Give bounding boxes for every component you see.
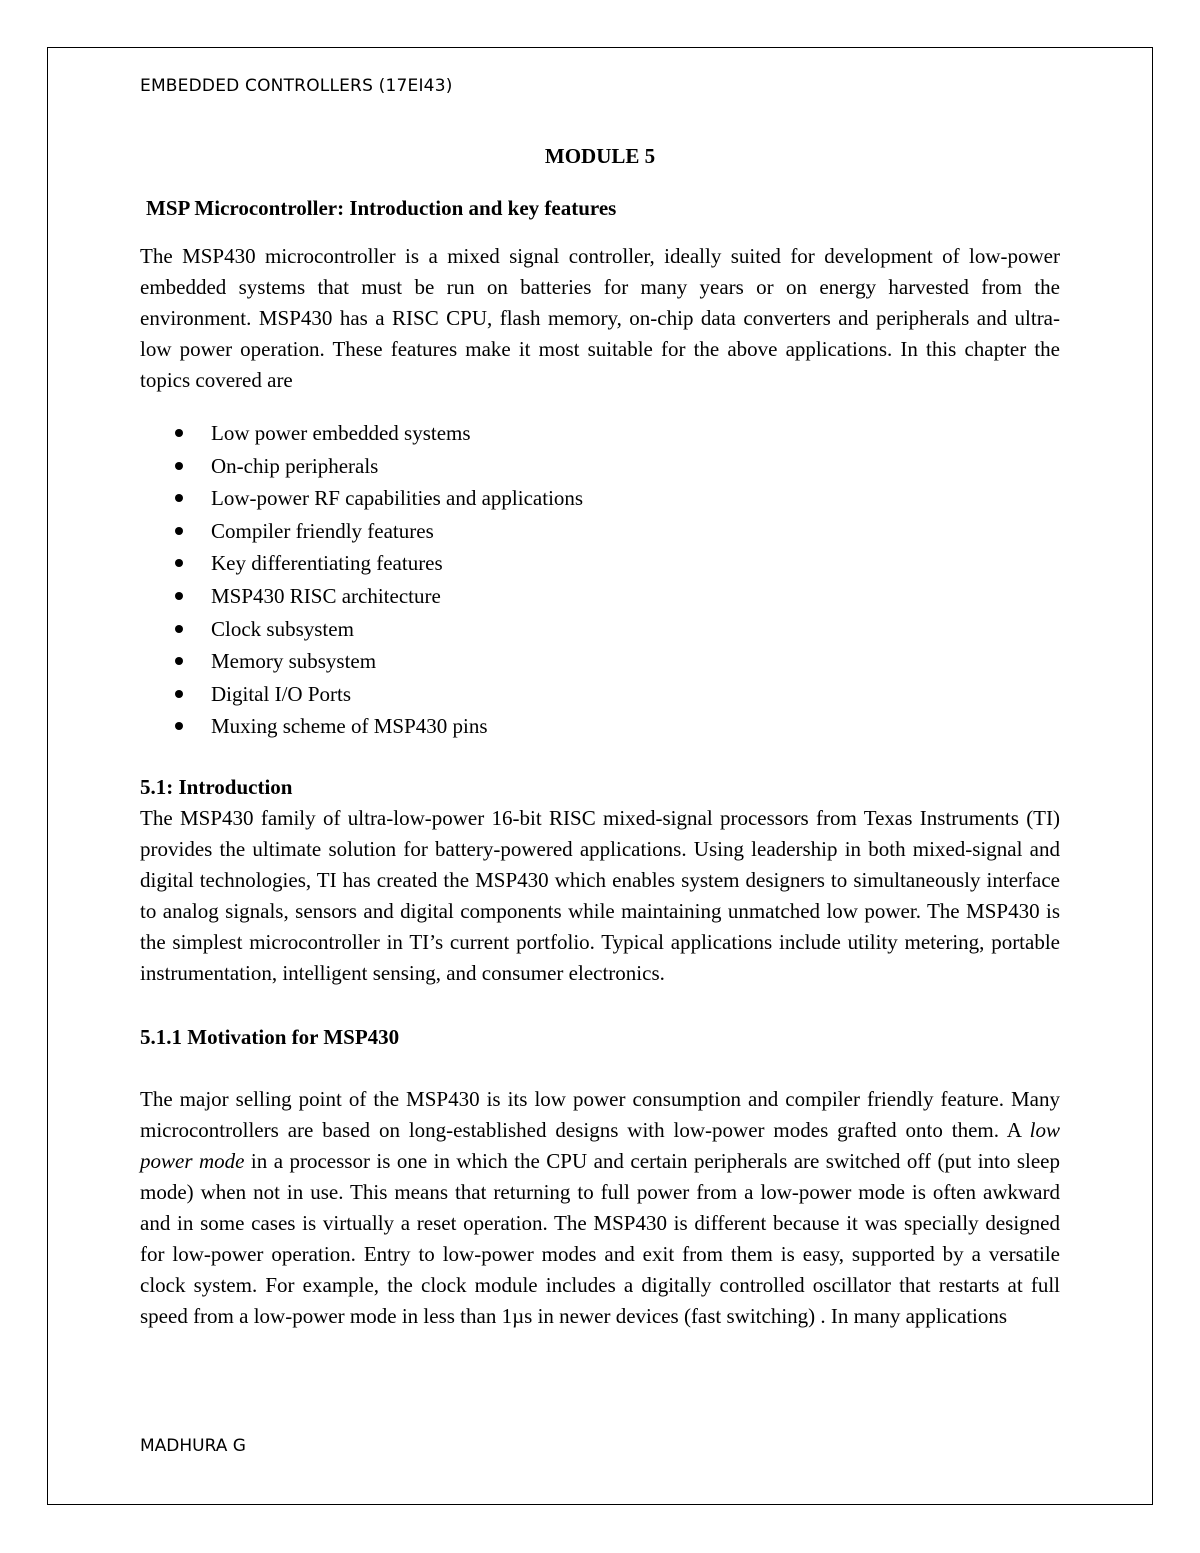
topics-list bbox=[140, 417, 1060, 743]
list-item: Key differentiating features bbox=[211, 547, 1060, 580]
section-5-1-paragraph: The MSP430 family of ultra-low-power 16-bit RISC mixed-signal processors from Texas Instruments (TI) provides the ultimate solution for battery-powered applications. Using leadership in both mixed-signal and digital technologies, TI has created the MSP430 which enables system designers to simultaneously interface to analog signals, sensors and digital components while maintaining unmatched low power. The MSP430 is the simplest microcontroller in TI’s current portfolio. Typical applications include utility metering, portable instrumentation, intelligent sensing, and consumer electronics. bbox=[140, 805, 1060, 985]
page-header: EMBEDDED CONTROLLERS (17EI43) bbox=[140, 76, 453, 96]
document-body bbox=[140, 141, 1060, 1332]
list-item: Digital I/O Ports bbox=[211, 678, 1060, 711]
paragraph-text: in a processor is one in which the CPU and certain peripherals are switched off (put into sleep mode) when not in use. This means that returning to full power from a low-power mode is often awkward and in some cases is virtually a reset operation. The MSP430 is different because it was specially designed for low-power operation. Entry to low-power modes and exit from them is easy, supported by a versatile clock system. For example, the clock module includes a digitally controlled oscillator that restarts at full speed from a low-power mode in less than 1µs in newer devices (fast switching) . In many applications bbox=[140, 1148, 1060, 1328]
section-title-intro: MSP Microcontroller: Introduction and key features bbox=[146, 196, 617, 220]
section-title-5-1: 5.1: Introduction bbox=[140, 774, 293, 799]
section-5-1-1-paragraph bbox=[140, 1084, 1060, 1332]
list-item: Muxing scheme of MSP430 pins bbox=[211, 710, 1060, 743]
list-item: Memory subsystem bbox=[211, 645, 1060, 678]
list-item: Compiler friendly features bbox=[211, 515, 1060, 548]
intro-paragraph: The MSP430 microcontroller is a mixed signal controller, ideally suited for development of low-power embedded systems that must be run on batteries for many years or on energy harvested from the environment. MSP430 has a RISC CPU, flash memory, on-chip data converters and peripherals and ultra-low power operation. These features make it most suitable for the above applications. In this chapter the topics covered are bbox=[140, 244, 1060, 392]
paragraph-text: The major selling point of the MSP430 is its low power consumption and compiler friendly feature. Many microcontrollers are based on long-established designs with low-power modes grafted onto them. A bbox=[140, 1086, 1060, 1142]
page-footer: MADHURA G bbox=[140, 1436, 246, 1456]
list-item: Clock subsystem bbox=[211, 613, 1060, 646]
list-item: Low-power RF capabilities and applications bbox=[211, 482, 1060, 515]
module-title: MODULE 5 bbox=[544, 144, 656, 168]
list-item: MSP430 RISC architecture bbox=[211, 580, 1060, 613]
list-item: On-chip peripherals bbox=[211, 450, 1060, 483]
list-item: Low power embedded systems bbox=[211, 417, 1060, 450]
section-title-5-1-1: 5.1.1 Motivation for MSP430 bbox=[140, 1024, 400, 1049]
emphasis-term: low power mode bbox=[140, 1117, 1060, 1173]
